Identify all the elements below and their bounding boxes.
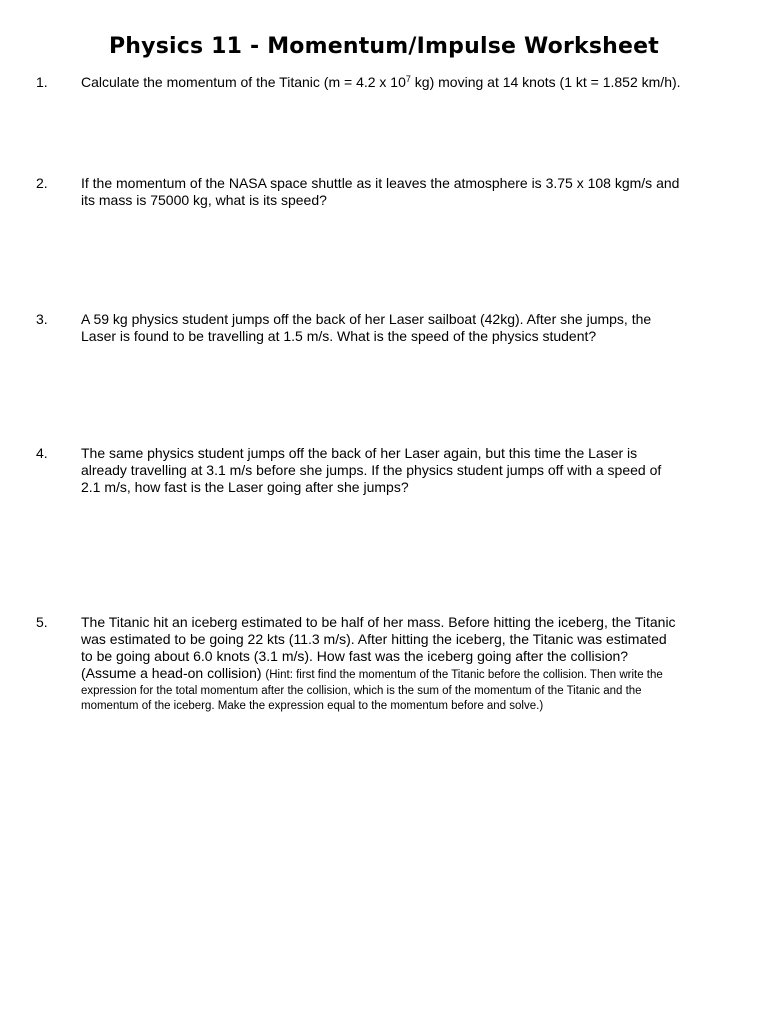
question-line: to be going about 6.0 knots (3.1 m/s). How fast was the iceberg going after the collision? xyxy=(81,648,629,664)
question-line: The same physics student jumps off the back of her Laser again, but this time the Laser is xyxy=(81,445,638,461)
hint-line: expression for the total momentum after the collision, which is the sum of the momentum of the Titanic and the xyxy=(81,685,642,697)
question-number: 2. xyxy=(36,175,48,191)
hint-text: (Hint: first find the momentum of the Titanic before the collision. Then write the xyxy=(265,669,663,681)
question-line: was estimated to be going 22 kts (11.3 m/s). After hitting the iceberg, the Titanic was estimated xyxy=(81,631,667,647)
question-line: already travelling at 3.1 m/s before she jumps. If the physics student jumps off with a speed of xyxy=(81,462,662,478)
question-text xyxy=(81,614,737,714)
question-text-part: Calculate the momentum of the Titanic (m = 4.2 x 10 xyxy=(81,74,406,90)
assumption-text: (Assume a head-on collision) xyxy=(81,665,266,681)
question-number: 1. xyxy=(36,74,48,90)
question-text xyxy=(81,175,737,209)
hint-line: momentum of the iceberg. Make the expression equal to the momentum before and solve.) xyxy=(81,700,544,712)
exponent: 7 xyxy=(405,74,411,84)
question-line xyxy=(81,74,737,91)
question-number: 3. xyxy=(36,311,48,327)
question-line: A 59 kg physics student jumps off the back of her Laser sailboat (42kg). After she jumps, the xyxy=(81,311,652,327)
question-line: If the momentum of the NASA space shuttle as it leaves the atmosphere is 3.75 x 108 kgm/s and xyxy=(81,175,680,191)
question-line xyxy=(81,665,737,684)
question-number: 4. xyxy=(36,445,48,461)
question-line: 2.1 m/s, how fast is the Laser going after she jumps? xyxy=(81,479,409,495)
question-line: its mass is 75000 kg, what is its speed? xyxy=(81,192,327,208)
question-text xyxy=(81,445,737,496)
question-text xyxy=(81,311,737,345)
question-line: Laser is found to be travelling at 1.5 m/s. What is the speed of the physics student? xyxy=(81,328,597,344)
question-text-part: kg) moving at 14 knots (1 kt = 1.852 km/h). xyxy=(410,74,681,90)
question-number: 5. xyxy=(36,614,48,630)
question-text xyxy=(81,74,737,91)
page-title: Physics 11 - Momentum/Impulse Worksheet xyxy=(108,34,659,59)
question-line: The Titanic hit an iceberg estimated to be half of her mass. Before hitting the iceberg, the Titanic xyxy=(81,614,676,630)
